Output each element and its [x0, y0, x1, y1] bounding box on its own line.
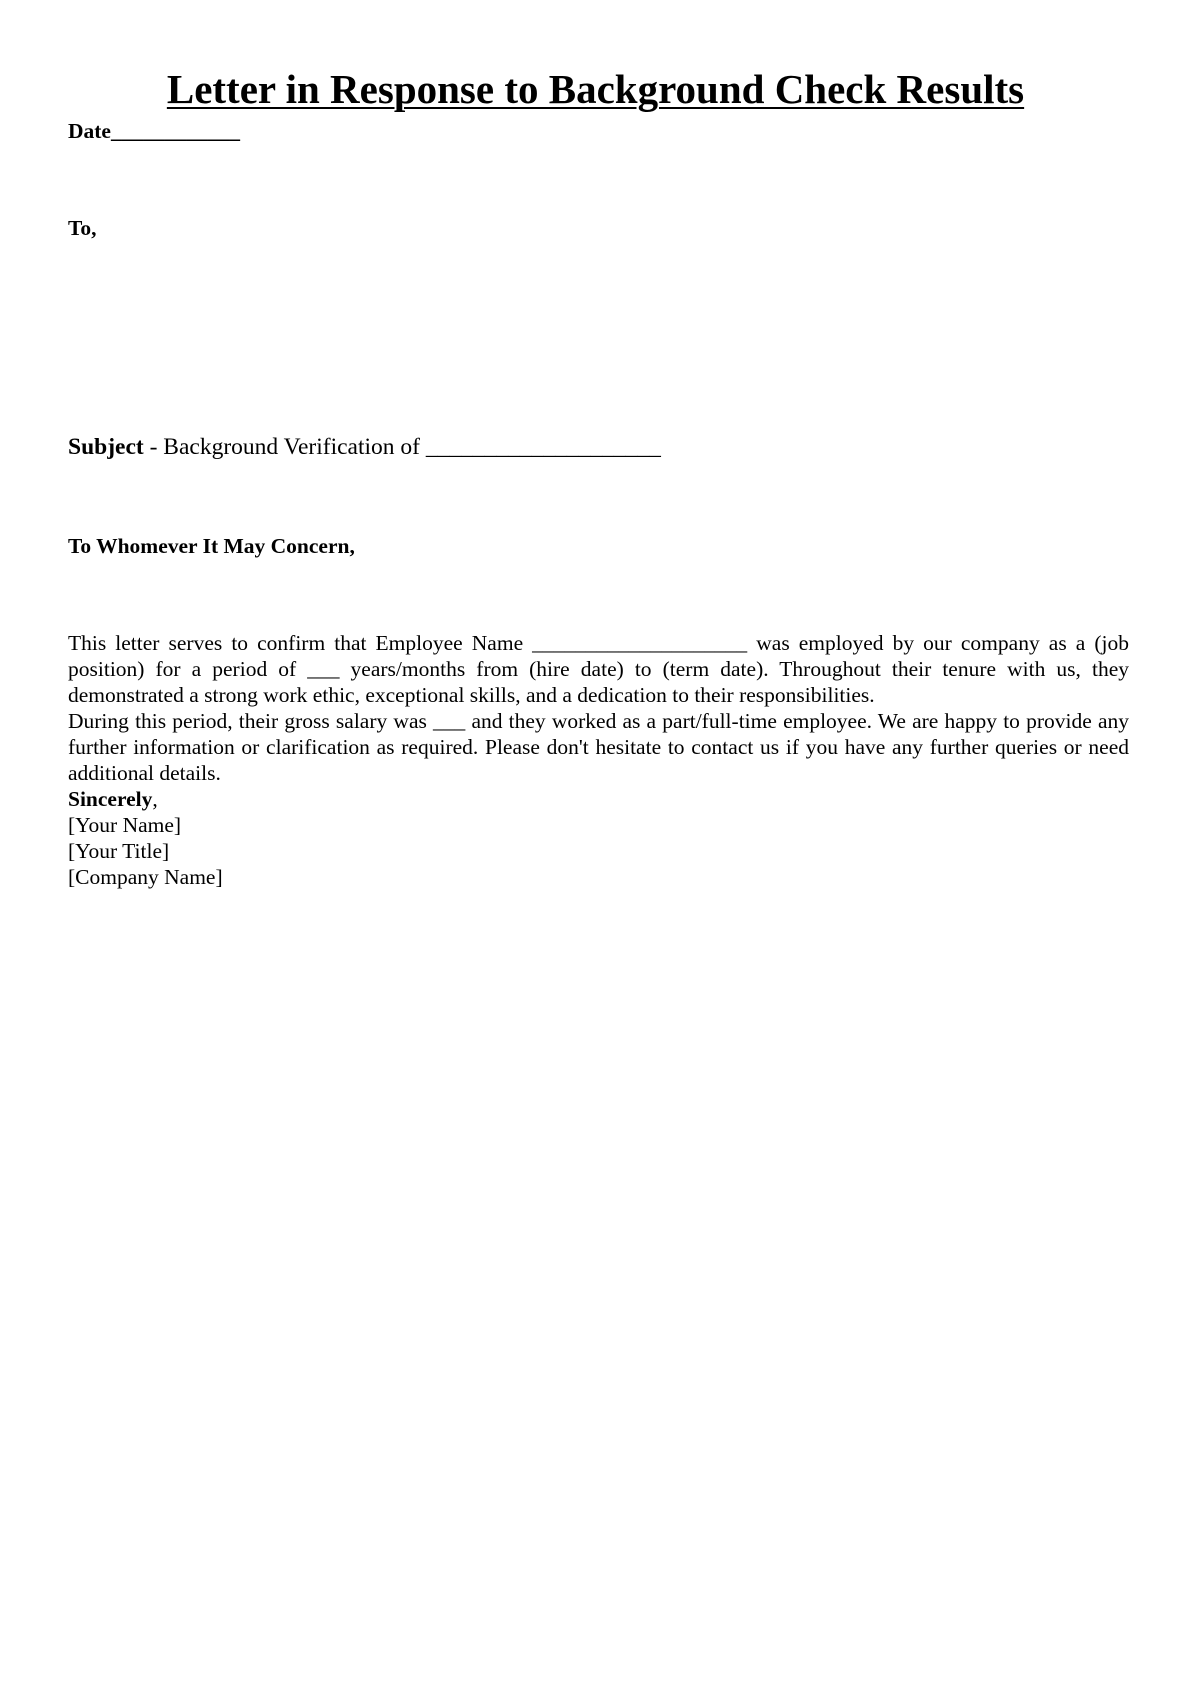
document-title: [0, 66, 1191, 113]
subject-label: Subject: [68, 434, 144, 460]
body-paragraph-2: During this period, their gross salary was ___ and they worked as a part/full-time employee. We are happy to provide any further information or clarification as required. Please don't hesitate to contact us if you have any further queries or need additional details.: [68, 709, 1129, 785]
salutation: To Whomever It May Concern,: [68, 534, 355, 558]
closing-punct: ,: [152, 787, 158, 811]
closing-word: Sincerely: [68, 787, 153, 811]
date-field: Date____________: [68, 119, 240, 143]
document-title-text: Letter in Response to Background Check Results: [166, 66, 1025, 112]
letter-body: [68, 630, 1129, 890]
signature-title: [Your Title]: [68, 839, 170, 863]
recipient-label: To,: [68, 216, 97, 240]
signature-name: [Your Name]: [68, 813, 182, 837]
subject-line: [68, 434, 661, 460]
signature-company: [Company Name]: [68, 865, 223, 889]
closing: [68, 786, 1129, 812]
body-paragraph-1: This letter serves to confirm that Employee Name ____________________ was employed by our company as a (job position) for a period of ___ years/months from (hire date) to (term date). Throughout their tenure with us, they demonstrated a strong work ethic, exceptional skills, and a dedication to their responsibilities.: [68, 631, 1129, 707]
subject-text: - Background Verification of ____________________: [143, 434, 661, 460]
